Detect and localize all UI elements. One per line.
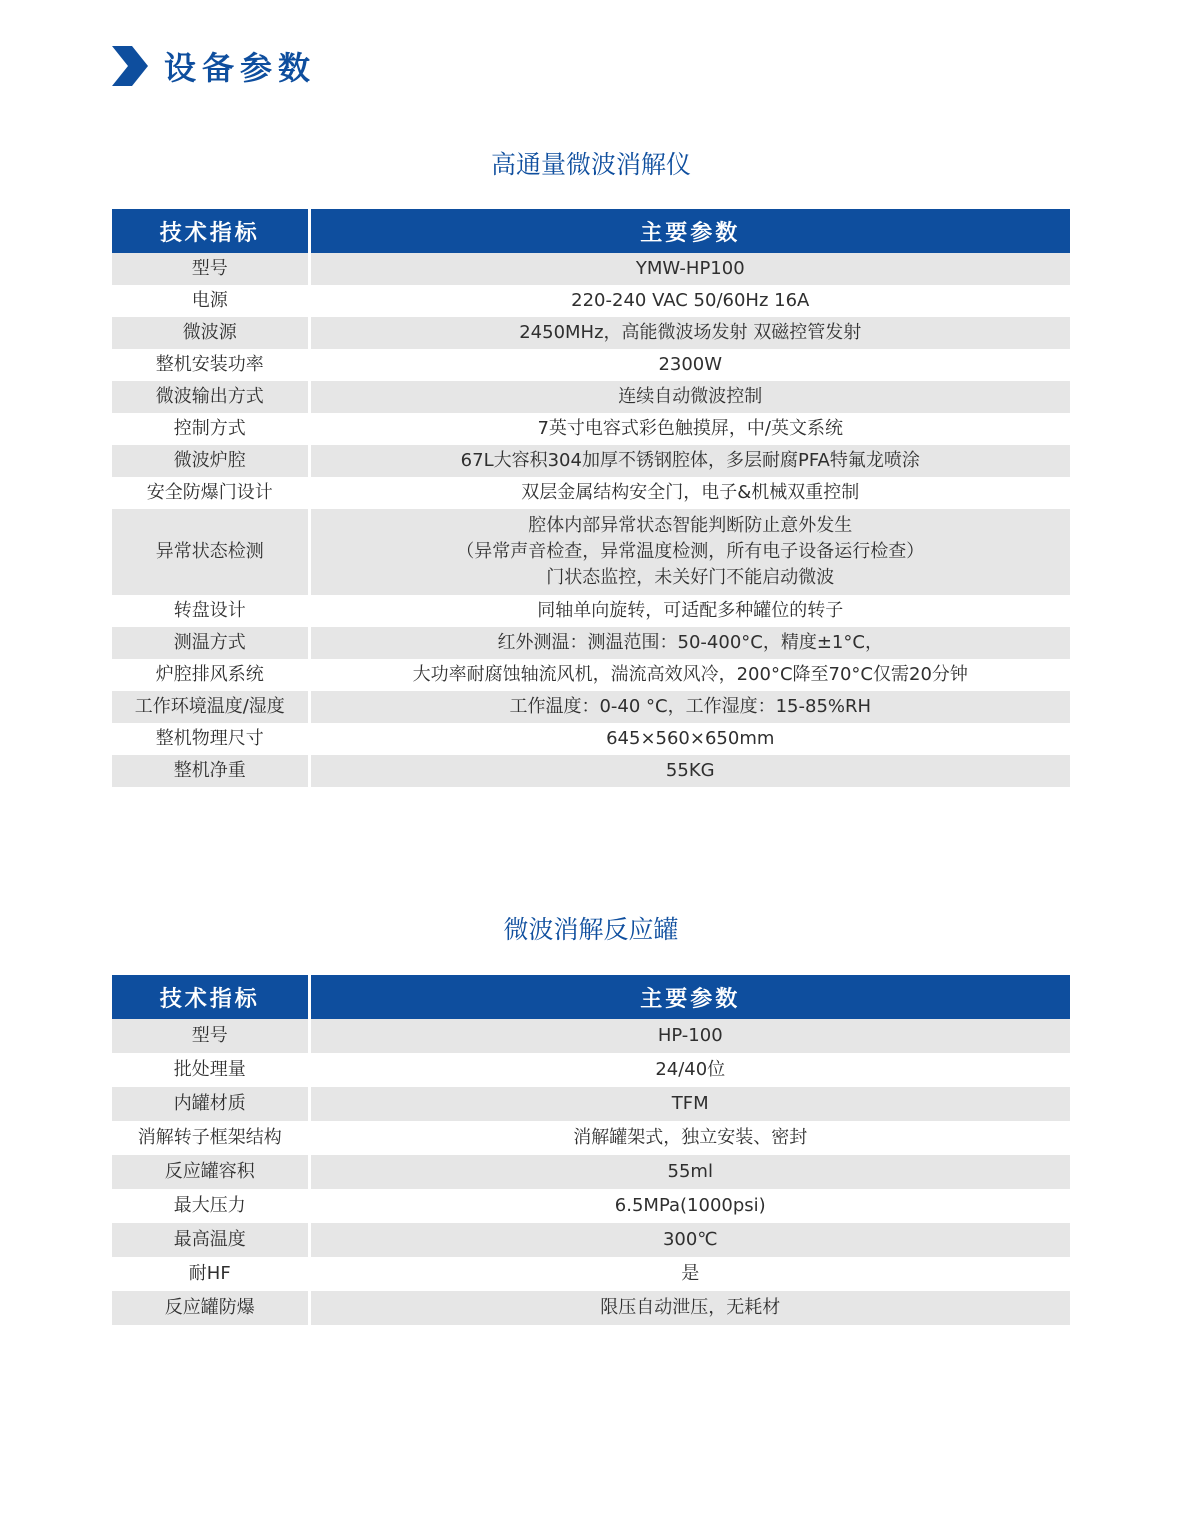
spec-value: 67L大容积304加厚不锈钢腔体，多层耐腐PFA特氟龙喷涂 xyxy=(309,445,1070,477)
table-row xyxy=(112,595,1070,627)
table-row xyxy=(112,477,1070,509)
spec-indicator: 微波源 xyxy=(112,317,309,349)
table-row xyxy=(112,509,1070,595)
chevron-right-icon xyxy=(112,46,148,86)
table-row xyxy=(112,381,1070,413)
spec-value: 腔体内部异常状态智能判断防止意外发生 （异常声音检查，异常温度检测，所有电子设备运行检查） 门状态监控，未关好门不能启动微波 xyxy=(309,509,1070,595)
table-header-row xyxy=(112,975,1070,1019)
reaction-vessel-section xyxy=(112,910,1070,1325)
page-header xyxy=(112,44,316,88)
spec-indicator: 整机净重 xyxy=(112,755,309,787)
table-row xyxy=(112,659,1070,691)
spec-indicator: 微波输出方式 xyxy=(112,381,309,413)
spec-indicator: 转盘设计 xyxy=(112,595,309,627)
table-row xyxy=(112,1291,1070,1325)
spec-value: 是 xyxy=(309,1257,1070,1291)
section-title: 微波消解反应罐 xyxy=(503,915,679,944)
microwave-digester-section xyxy=(112,145,1070,787)
spec-value: 7英寸电容式彩色触摸屏，中/英文系统 xyxy=(309,413,1070,445)
spec-indicator: 整机物理尺寸 xyxy=(112,723,309,755)
table-row xyxy=(112,253,1070,285)
section-title: 高通量微波消解仪 xyxy=(490,150,691,179)
spec-indicator: 控制方式 xyxy=(112,413,309,445)
spec-indicator: 安全防爆门设计 xyxy=(112,477,309,509)
spec-table xyxy=(112,975,1070,1325)
spec-value: 工作温度：0-40 °C，工作湿度：15-85%RH xyxy=(309,691,1070,723)
spec-indicator: 耐HF xyxy=(112,1257,309,1291)
table-row xyxy=(112,349,1070,381)
spec-indicator: 反应罐防爆 xyxy=(112,1291,309,1325)
spec-value: 2450MHz，高能微波场发射 双磁控管发射 xyxy=(309,317,1070,349)
column-header-indicator: 技术指标 xyxy=(112,975,309,1019)
spec-value: 300℃ xyxy=(309,1223,1070,1257)
table-row xyxy=(112,1053,1070,1087)
spec-value: HP-100 xyxy=(309,1019,1070,1053)
column-header-parameter: 主要参数 xyxy=(309,975,1070,1019)
spec-value: 55ml xyxy=(309,1155,1070,1189)
table-row xyxy=(112,627,1070,659)
spec-indicator: 最大压力 xyxy=(112,1189,309,1223)
spec-indicator: 电源 xyxy=(112,285,309,317)
spec-value: 双层金属结构安全门，电子&机械双重控制 xyxy=(309,477,1070,509)
spec-indicator: 微波炉腔 xyxy=(112,445,309,477)
spec-value: 645×560×650mm xyxy=(309,723,1070,755)
page-title: 设备参数 xyxy=(164,49,317,87)
spec-value: 大功率耐腐蚀轴流风机，湍流高效风冷，200°C降至70°C仅需20分钟 xyxy=(309,659,1070,691)
table-row xyxy=(112,723,1070,755)
spec-indicator: 批处理量 xyxy=(112,1053,309,1087)
table-row xyxy=(112,317,1070,349)
spec-value: 同轴单向旋转，可适配多种罐位的转子 xyxy=(309,595,1070,627)
table-row xyxy=(112,285,1070,317)
spec-value: YMW-HP100 xyxy=(309,253,1070,285)
spec-indicator: 测温方式 xyxy=(112,627,309,659)
spec-indicator: 型号 xyxy=(112,1019,309,1053)
table-row xyxy=(112,691,1070,723)
spec-value: 限压自动泄压，无耗材 xyxy=(309,1291,1070,1325)
spec-indicator: 异常状态检测 xyxy=(112,509,309,595)
table-row xyxy=(112,445,1070,477)
spec-indicator: 整机安装功率 xyxy=(112,349,309,381)
table-row xyxy=(112,413,1070,445)
spec-value: 24/40位 xyxy=(309,1053,1070,1087)
spec-value: 55KG xyxy=(309,755,1070,787)
spec-indicator: 炉腔排风系统 xyxy=(112,659,309,691)
table-row xyxy=(112,755,1070,787)
table-row xyxy=(112,1087,1070,1121)
spec-indicator: 反应罐容积 xyxy=(112,1155,309,1189)
table-row xyxy=(112,1121,1070,1155)
spec-indicator: 型号 xyxy=(112,253,309,285)
table-header-row xyxy=(112,209,1070,253)
spec-value: 红外测温：测温范围：50-400°C，精度±1°C， xyxy=(309,627,1070,659)
spec-indicator: 内罐材质 xyxy=(112,1087,309,1121)
column-header-parameter: 主要参数 xyxy=(309,209,1070,253)
spec-table xyxy=(112,209,1070,787)
spec-value: 消解罐架式，独立安装、密封 xyxy=(309,1121,1070,1155)
spec-value: 2300W xyxy=(309,349,1070,381)
spec-indicator: 工作环境温度/湿度 xyxy=(112,691,309,723)
table-row xyxy=(112,1223,1070,1257)
spec-value: 6.5MPa(1000psi) xyxy=(309,1189,1070,1223)
table-row xyxy=(112,1189,1070,1223)
column-header-indicator: 技术指标 xyxy=(112,209,309,253)
spec-value: 连续自动微波控制 xyxy=(309,381,1070,413)
spec-value: TFM xyxy=(309,1087,1070,1121)
spec-value: 220-240 VAC 50/60Hz 16A xyxy=(309,285,1070,317)
spec-indicator: 消解转子框架结构 xyxy=(112,1121,309,1155)
table-row xyxy=(112,1257,1070,1291)
table-row xyxy=(112,1019,1070,1053)
spec-indicator: 最高温度 xyxy=(112,1223,309,1257)
table-row xyxy=(112,1155,1070,1189)
